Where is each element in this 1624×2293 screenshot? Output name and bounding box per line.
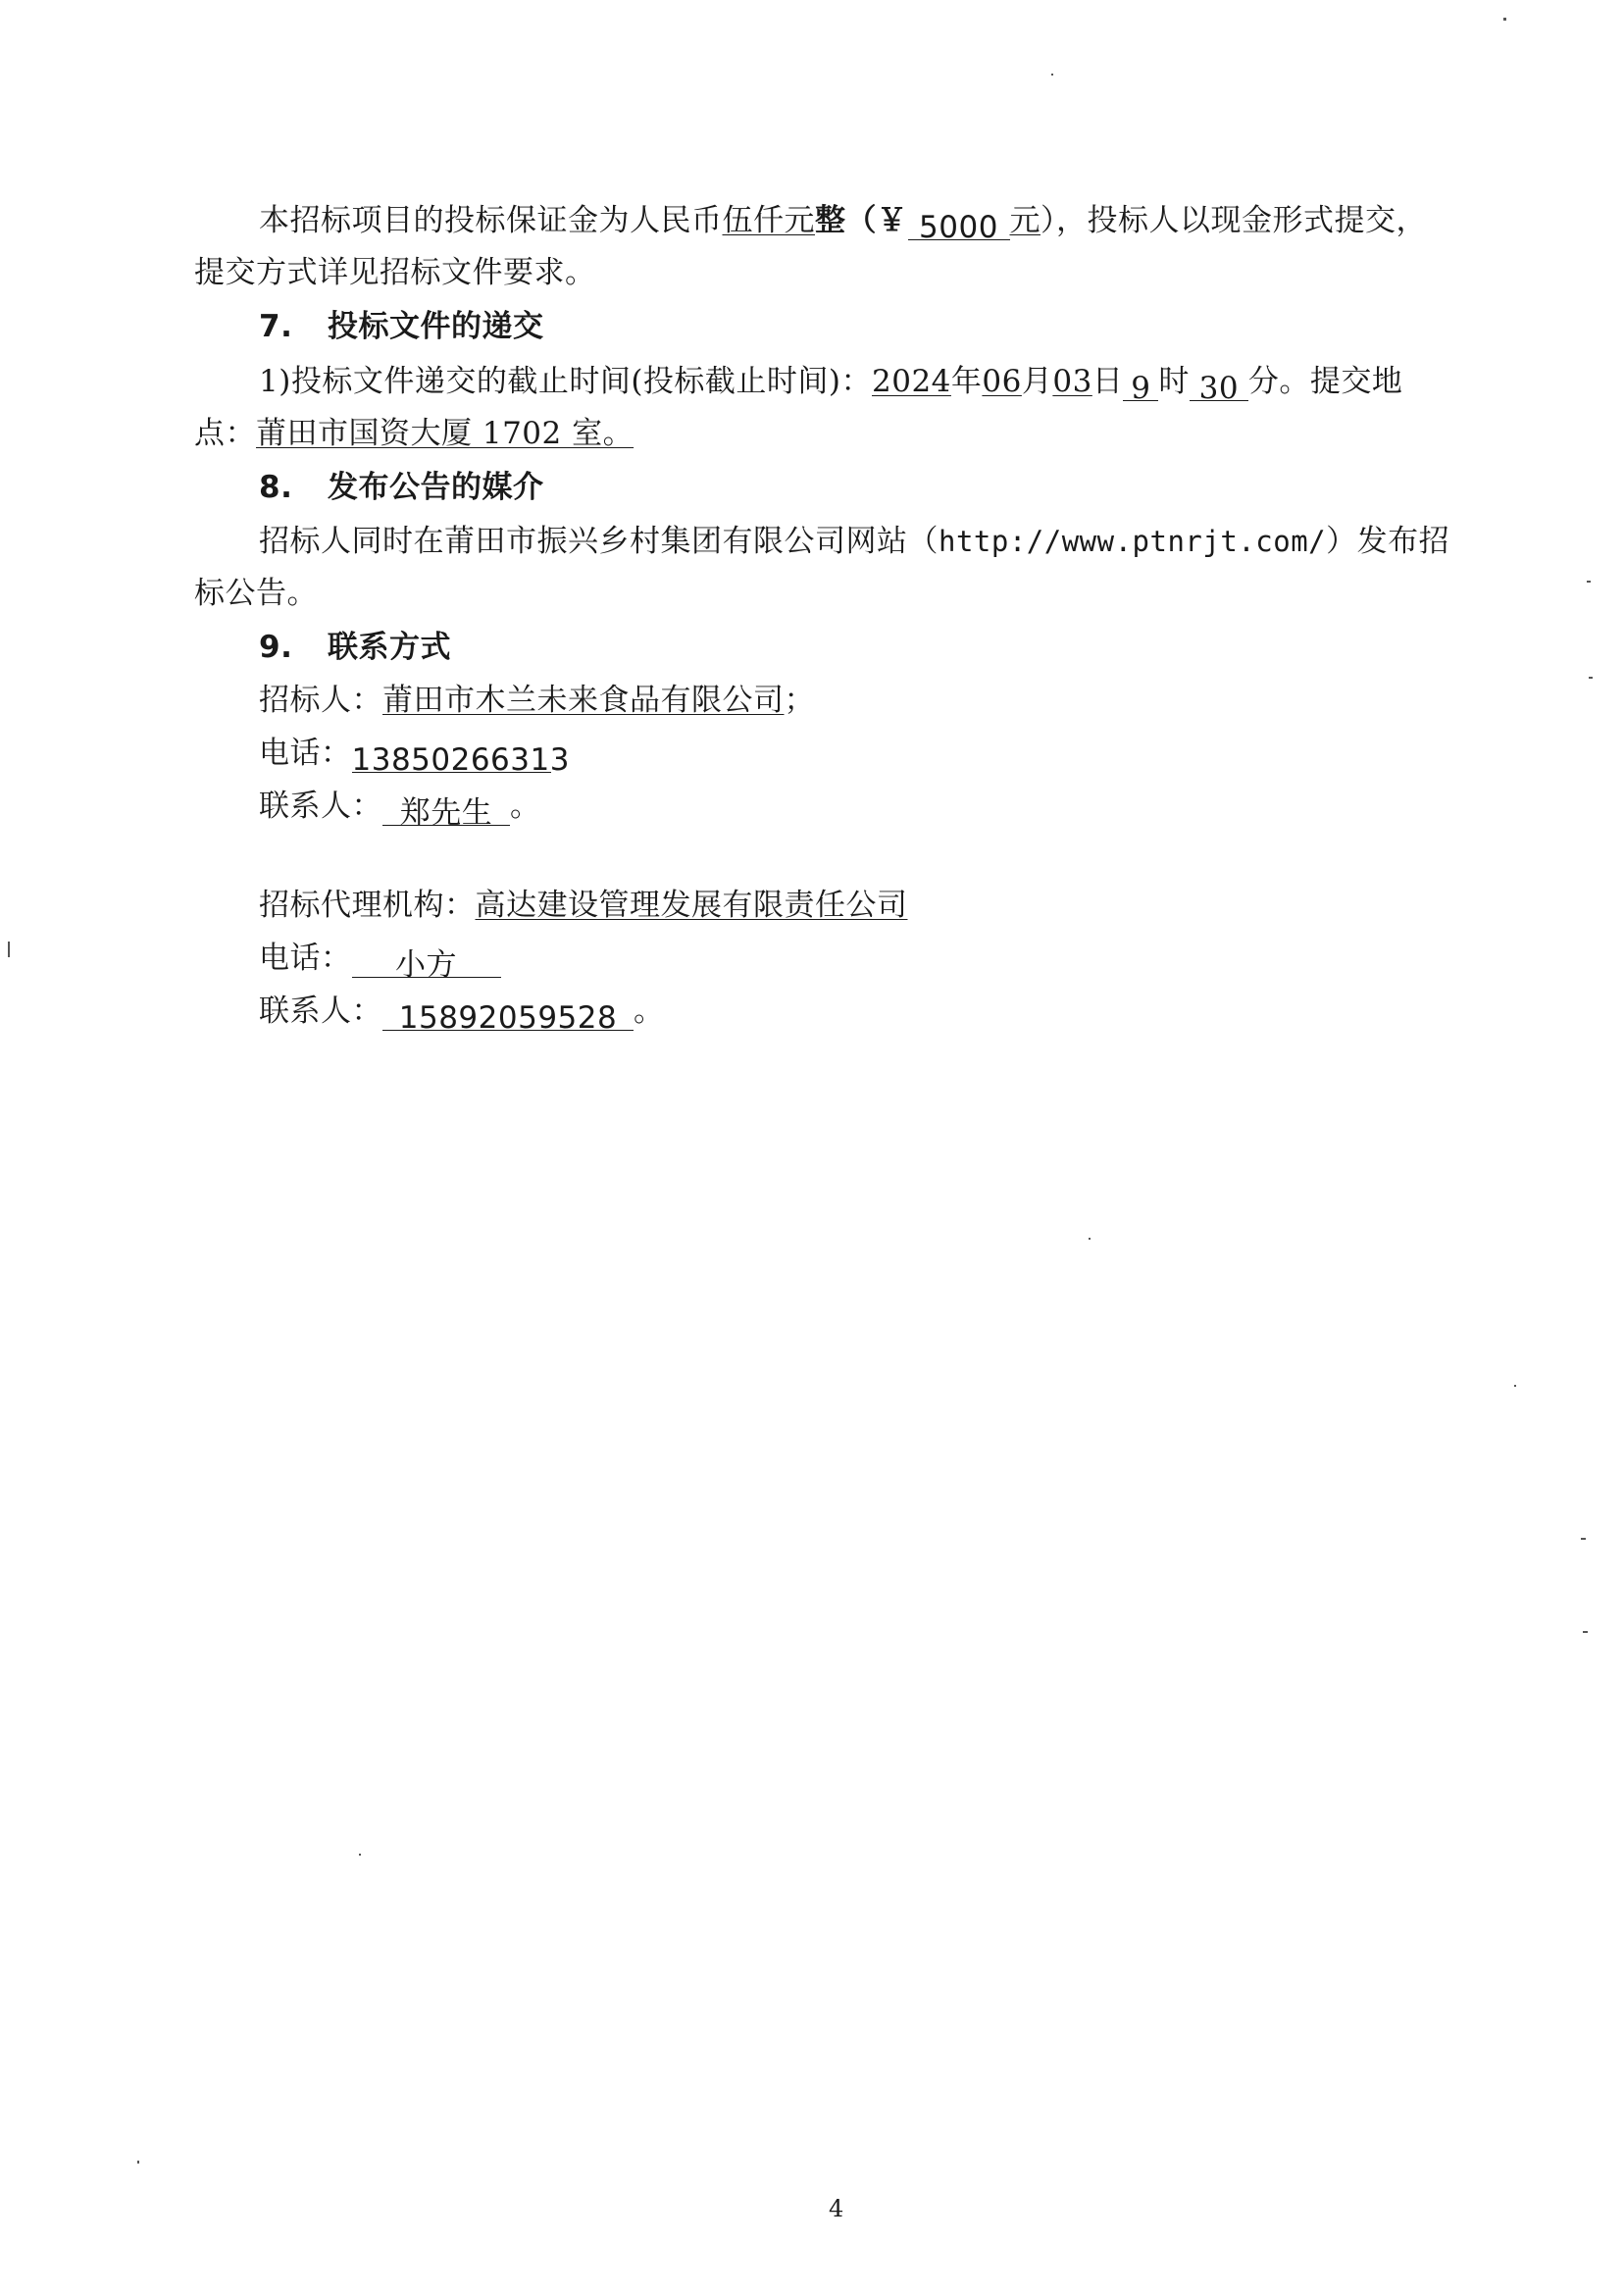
scan-speck xyxy=(137,2161,139,2164)
section-9-title: 联系方式 xyxy=(328,630,451,665)
agency-contact-line xyxy=(259,992,665,1036)
deadline-day: 03 xyxy=(1052,364,1092,399)
deadline-day-unit: 日 xyxy=(1091,364,1124,399)
scan-speck xyxy=(1089,1238,1091,1240)
section-7-number: 7. xyxy=(259,309,293,344)
deadline-minute: 30 xyxy=(1190,369,1248,401)
scan-speck xyxy=(8,942,10,957)
agency-line xyxy=(259,886,908,925)
agency-phone: 小方 xyxy=(352,945,501,978)
deposit-line-2-text: 提交方式详见招标文件要求。 xyxy=(194,255,596,290)
section-8-title: 发布公告的媒介 xyxy=(328,470,544,505)
tenderer-name: 莆田市木兰未来食品有限公司 xyxy=(382,683,785,718)
deposit-amount-words: 伍仟元 xyxy=(722,203,815,238)
tenderer-contact: 郑先生 xyxy=(382,793,510,826)
tenderer-phone-line xyxy=(259,734,570,778)
deadline-month-unit: 月 xyxy=(1021,364,1053,399)
tenderer-line xyxy=(259,681,815,720)
scan-speck xyxy=(1051,74,1053,76)
section-7-deadline-line xyxy=(259,362,1403,406)
tenderer-phone: 13850266313 xyxy=(351,742,570,778)
place-label: 点： xyxy=(194,416,256,451)
scan-speck xyxy=(1587,581,1591,583)
tenderer-contact-line xyxy=(259,787,541,831)
agency-phone-line xyxy=(259,939,501,983)
section-7-place-line xyxy=(194,414,634,453)
section-8-heading xyxy=(259,468,544,507)
tenderer-phone-label: 电话： xyxy=(259,736,352,771)
scan-speck xyxy=(359,1854,361,1856)
deadline-lead: 1)投标文件递交的截止时间(投标截止时间)： xyxy=(259,364,873,399)
agency-phone-label: 电话： xyxy=(259,941,352,976)
deposit-close-rest: ），投标人以现金形式提交， xyxy=(1040,203,1427,238)
deadline-month: 06 xyxy=(982,364,1022,399)
deposit-line-1 xyxy=(259,201,1427,245)
scan-speck xyxy=(1583,1631,1588,1633)
section-9-number: 9. xyxy=(259,630,293,665)
scan-speck xyxy=(1581,1538,1586,1540)
media-line-2: 标公告。 xyxy=(194,576,318,611)
deadline-hour-unit: 时 xyxy=(1158,364,1190,399)
media-tail: ）发布招 xyxy=(1326,524,1450,559)
agency-contact: 15892059528 xyxy=(382,998,634,1031)
media-lead: 招标人同时在莆田市振兴乡村集团有限公司网站（ xyxy=(259,524,939,559)
tenderer-contact-tail: 。 xyxy=(510,789,541,824)
tenderer-contact-label: 联系人： xyxy=(259,789,382,824)
scan-speck xyxy=(1589,677,1593,679)
deposit-amount-tail: 整 xyxy=(815,203,846,238)
scan-speck xyxy=(1514,1385,1516,1387)
deposit-lead: 本招标项目的投标保证金为人民币 xyxy=(259,203,723,238)
agency-label: 招标代理机构： xyxy=(259,888,476,923)
deposit-line-2 xyxy=(194,253,596,292)
section-8-line-2 xyxy=(194,574,318,613)
deadline-minute-unit: 分。提交地 xyxy=(1247,364,1403,399)
media-url: http://www.ptnrjt.com/ xyxy=(939,525,1327,558)
deadline-year: 2024 xyxy=(872,364,951,399)
tenderer-label: 招标人： xyxy=(259,683,382,718)
section-9-heading xyxy=(259,628,451,667)
section-7-title: 投标文件的递交 xyxy=(328,309,544,344)
tenderer-tail: ； xyxy=(784,683,815,718)
deadline-hour: 9 xyxy=(1123,369,1158,401)
deadline-year-unit: 年 xyxy=(950,364,983,399)
agency-name: 高达建设管理发展有限责任公司 xyxy=(475,888,908,923)
deposit-open-paren: （￥ xyxy=(845,203,908,238)
section-8-line-1 xyxy=(259,522,1449,561)
section-8-number: 8. xyxy=(259,470,293,505)
deposit-amount-figure: 5000 xyxy=(908,208,1010,240)
agency-contact-tail: 。 xyxy=(634,994,665,1029)
scan-speck xyxy=(1503,18,1506,21)
page-number: 4 xyxy=(829,2195,844,2222)
agency-contact-label: 联系人： xyxy=(259,994,382,1029)
section-7-heading xyxy=(259,307,544,346)
place-value: 莆田市国资大厦 1702 室。 xyxy=(256,416,634,451)
deposit-amount-unit: 元 xyxy=(1009,203,1040,238)
